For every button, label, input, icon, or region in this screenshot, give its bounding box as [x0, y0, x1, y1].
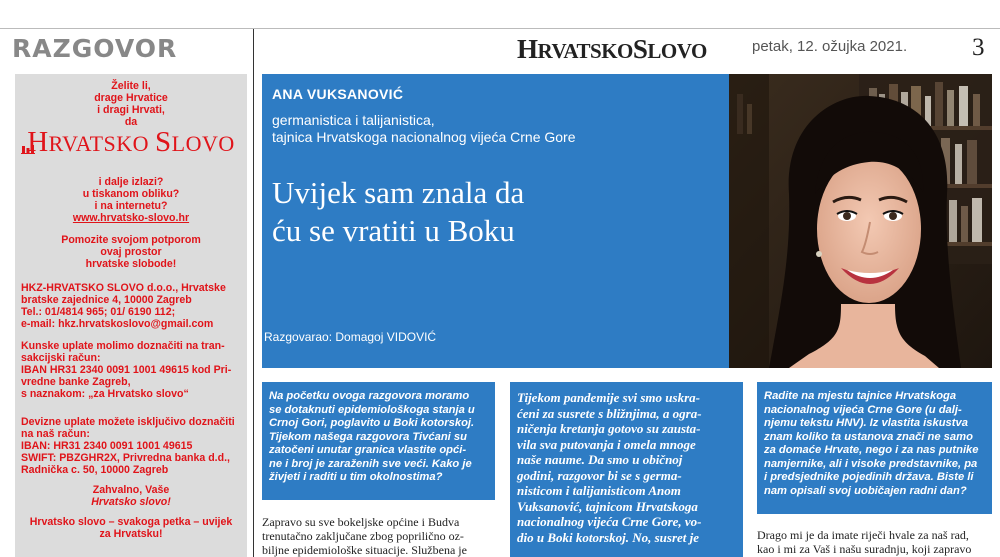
subscription-ad: [15, 74, 247, 557]
article-headline: Uvijek sam znala da ću se vratiti u Boku: [272, 175, 525, 248]
article-byline: Razgovarao: Domagoj VIDOVIĆ: [264, 330, 437, 344]
column-divider: [253, 29, 254, 557]
ad-kuna-payments: Kunske uplate molimo doznačiti na tran- sakcijski račun: IBAN HR31 2340 0091 1001 49615 kod Pri- vredne banke Zagreb, s naznakom: „za Hrvatsko slovo“: [21, 340, 232, 400]
page-header: [0, 0, 1000, 62]
col3-body: Drago mi je da imate riječi hvale za naš rad, kao i mi za Vaš i našu suradnju, koji zapravo: [757, 528, 972, 556]
issue-date: petak, 12. ožujka 2021.: [752, 38, 908, 55]
col3-question: Radite na mjestu tajnice Hrvatskoga nacionalnog vijeća Crne Gore (u dalj- njemu tekstu HNV). Iz vlastita iskustva znam koliko ta ustanova znači ne samo za domaće Hrvate, nego i za nas putnike namjernike, ali i visoke predstavnike, pa i predsjednike pojedinih država. Biste li nam opisali svoj uobičajen radni dan?: [757, 382, 992, 514]
ad-slogan: Hrvatsko slovo – svakoga petka – uvijek za Hrvatsku!: [29, 516, 233, 540]
masthead: HRVATSKOSLOVO: [517, 34, 707, 64]
interviewee-name: ANA VUKSANOVIĆ: [272, 86, 404, 102]
page-number: 3: [972, 34, 985, 61]
ad-questions: i dalje izlazi? u tiskanom obliku? i na internetu? www.hrvatsko-slovo.hr: [72, 176, 190, 224]
col1-question: Na početku ovoga razgovora moramo se dotaknuti epidemiološkoga stanja u Crnoj Gori, poglavito u Boki kotorskoj. Tijekom našega razgovora Tivćani su zatočeni unutar granica vlastite opći- ne i broj je zaraženih sve veći. Kako je živjeti i raditi u tim okolnostima?: [262, 382, 495, 500]
ad-logo: HRVATSKO SLOVO: [27, 126, 235, 158]
article-hero: [262, 74, 992, 368]
ad-support: Pomozite svojom potporom ovaj prostor hrvatske slobode!: [61, 234, 201, 270]
website-link[interactable]: www.hrvatsko-slovo.hr: [72, 212, 190, 224]
interviewee-role: germanistica i talijanistica, tajnica Hrvatskoga nacionalnog vijeća Crne Gore: [272, 112, 576, 145]
col2-intro: Tijekom pandemije svi smo uskra- ćeni za susrete s bližnjima, a ogra- ničenja kretanja gotovo su zausta- vila sva putovanja i omela mnoge naše naume. Da smo u običnoj godini, razgovor bi se s germa- nisticom i talijanisticom Anom Vuksanović, tajnicom Hrvatskoga nacionalnog vijeća Crne Gore, vo- dio u Boki kotorskoj. No, susret je: [510, 382, 743, 557]
col1-body: Zapravo su sve bokeljske općine i Budva trenutačno zaključane zbog poprilično oz- biljne epidemiološke situacije. Službena je: [262, 515, 467, 557]
hero-title-box: [262, 74, 729, 368]
ad-thanks: Zahvalno, Vaše Hrvatsko slovo!: [91, 484, 171, 508]
interviewee-photo: [729, 74, 992, 368]
header-top-rule: [0, 28, 1000, 29]
ad-intro: Želite li, drage Hrvatice i dragi Hrvati, da: [94, 80, 168, 128]
ad-foreign-payments: Devizne uplate možete isključivo doznačiti na naš račun: IBAN: HR31 2340 0091 1001 49615 SWIFT: PBZGHR2X, Privredna banka d.d., Radnička c. 50, 10000 Zagreb: [21, 416, 235, 476]
ad-company: HKZ-HRVATSKO SLOVO d.o.o., Hrvatske bratske zajednice 4, 10000 Zagreb Tel.: 01/4814 965; 01/ 6190 112; e-mail: hkz.hrvatskoslovo@gmail.com: [21, 282, 226, 330]
section-title: RAZGOVOR: [12, 34, 178, 63]
